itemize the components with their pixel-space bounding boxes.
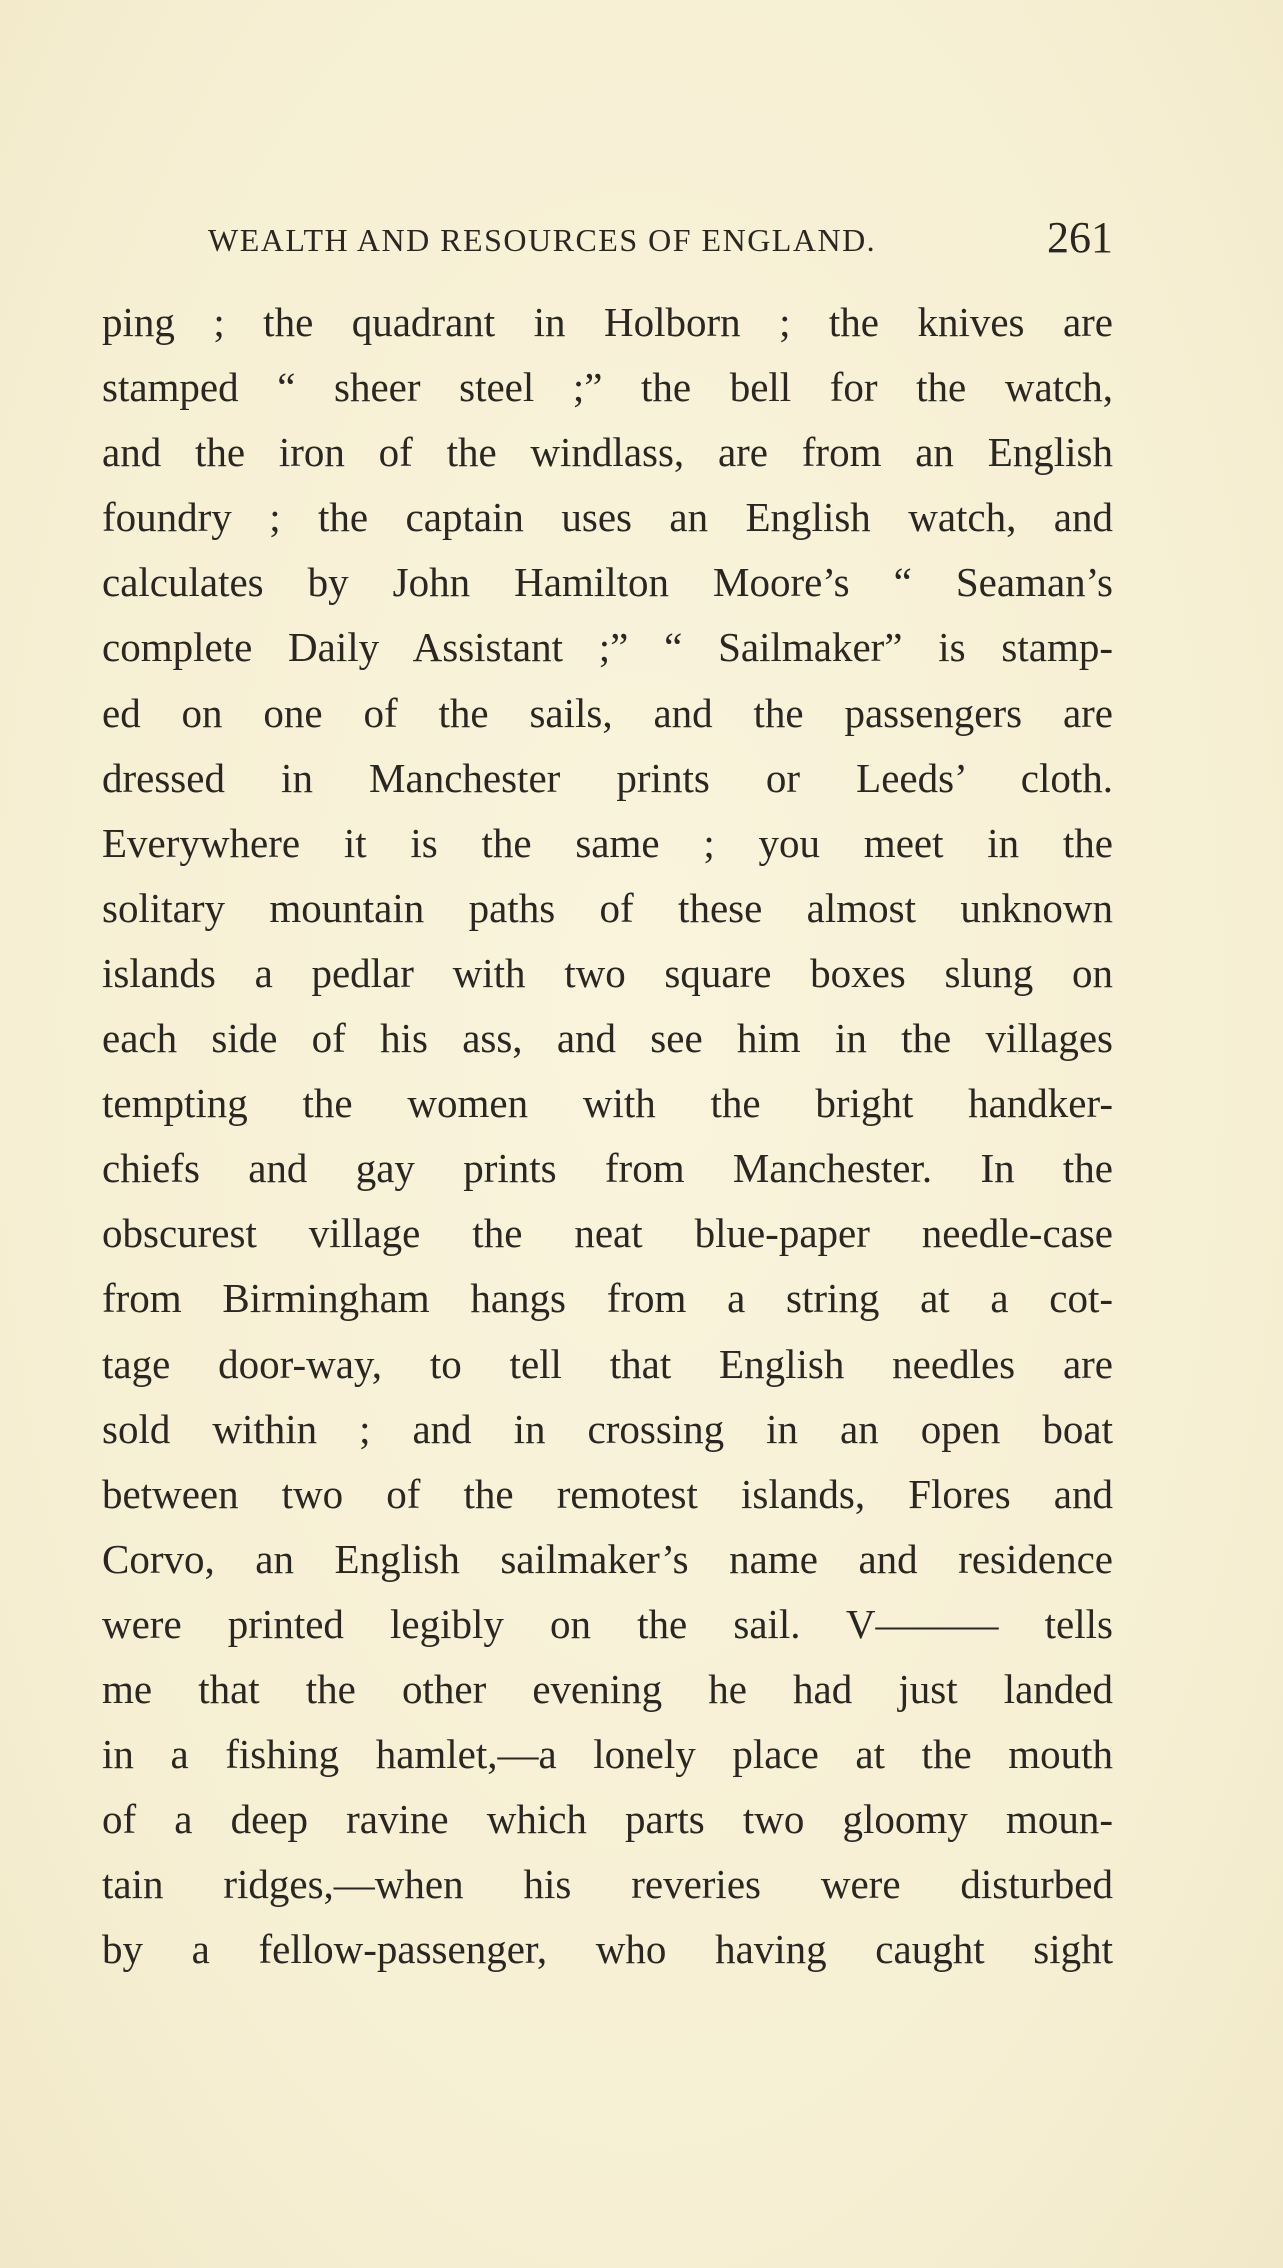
text-line: and the iron of the windlass, are from an English bbox=[102, 429, 1113, 476]
text-line: islands a pedlar with two square boxes slung on bbox=[102, 949, 1113, 996]
text-line: calculates by John Hamilton Moore’s “ Seaman’s bbox=[102, 559, 1113, 606]
text-line: tage door-way, to tell that English needles are bbox=[102, 1340, 1113, 1387]
text-line: by a fellow-passenger, who having caught sight bbox=[102, 1926, 1113, 1973]
body-text bbox=[102, 290, 1113, 1982]
text-line: between two of the remotest islands, Flores and bbox=[102, 1470, 1113, 1517]
text-line: solitary mountain paths of these almost unknown bbox=[102, 884, 1113, 931]
text-line: from Birmingham hangs from a string at a cot- bbox=[102, 1275, 1113, 1322]
text-line: tempting the women with the bright handker- bbox=[102, 1080, 1113, 1127]
text-line: each side of his ass, and see him in the villages bbox=[102, 1015, 1113, 1062]
text-line: Corvo, an English sailmaker’s name and residence bbox=[102, 1535, 1113, 1582]
page-number: 261 bbox=[1047, 213, 1113, 262]
text-line: ping ; the quadrant in Holborn ; the knives are bbox=[102, 299, 1113, 345]
text-line: me that the other evening he had just landed bbox=[102, 1665, 1113, 1712]
text-line: obscurest village the neat blue-paper needle-case bbox=[102, 1210, 1113, 1257]
text-line: tain ridges,—when his reveries were disturbed bbox=[102, 1861, 1113, 1908]
text-line: chiefs and gay prints from Manchester. In the bbox=[102, 1145, 1113, 1192]
text-line: complete Daily Assistant ;” “ Sailmaker” is stamp- bbox=[102, 624, 1113, 671]
text-line: sold within ; and in crossing in an open boat bbox=[102, 1405, 1113, 1452]
text-line: stamped “ sheer steel ;” the bell for the watch, bbox=[102, 364, 1113, 411]
text-line: in a fishing hamlet,—a lonely place at the mouth bbox=[102, 1731, 1113, 1778]
running-head bbox=[208, 212, 1113, 268]
running-title: WEALTH AND RESOURCES OF ENGLAND. bbox=[208, 222, 877, 258]
text-line: Everywhere it is the same ; you meet in the bbox=[102, 819, 1113, 866]
text-line: of a deep ravine which parts two gloomy moun- bbox=[102, 1796, 1113, 1843]
text-line: foundry ; the captain uses an English watch, and bbox=[102, 494, 1113, 541]
text-line: dressed in Manchester prints or Leeds’ cloth. bbox=[102, 754, 1113, 801]
text-line: ed on one of the sails, and the passengers are bbox=[102, 689, 1113, 736]
text-line: were printed legibly on the sail. V——— tells bbox=[102, 1600, 1113, 1647]
